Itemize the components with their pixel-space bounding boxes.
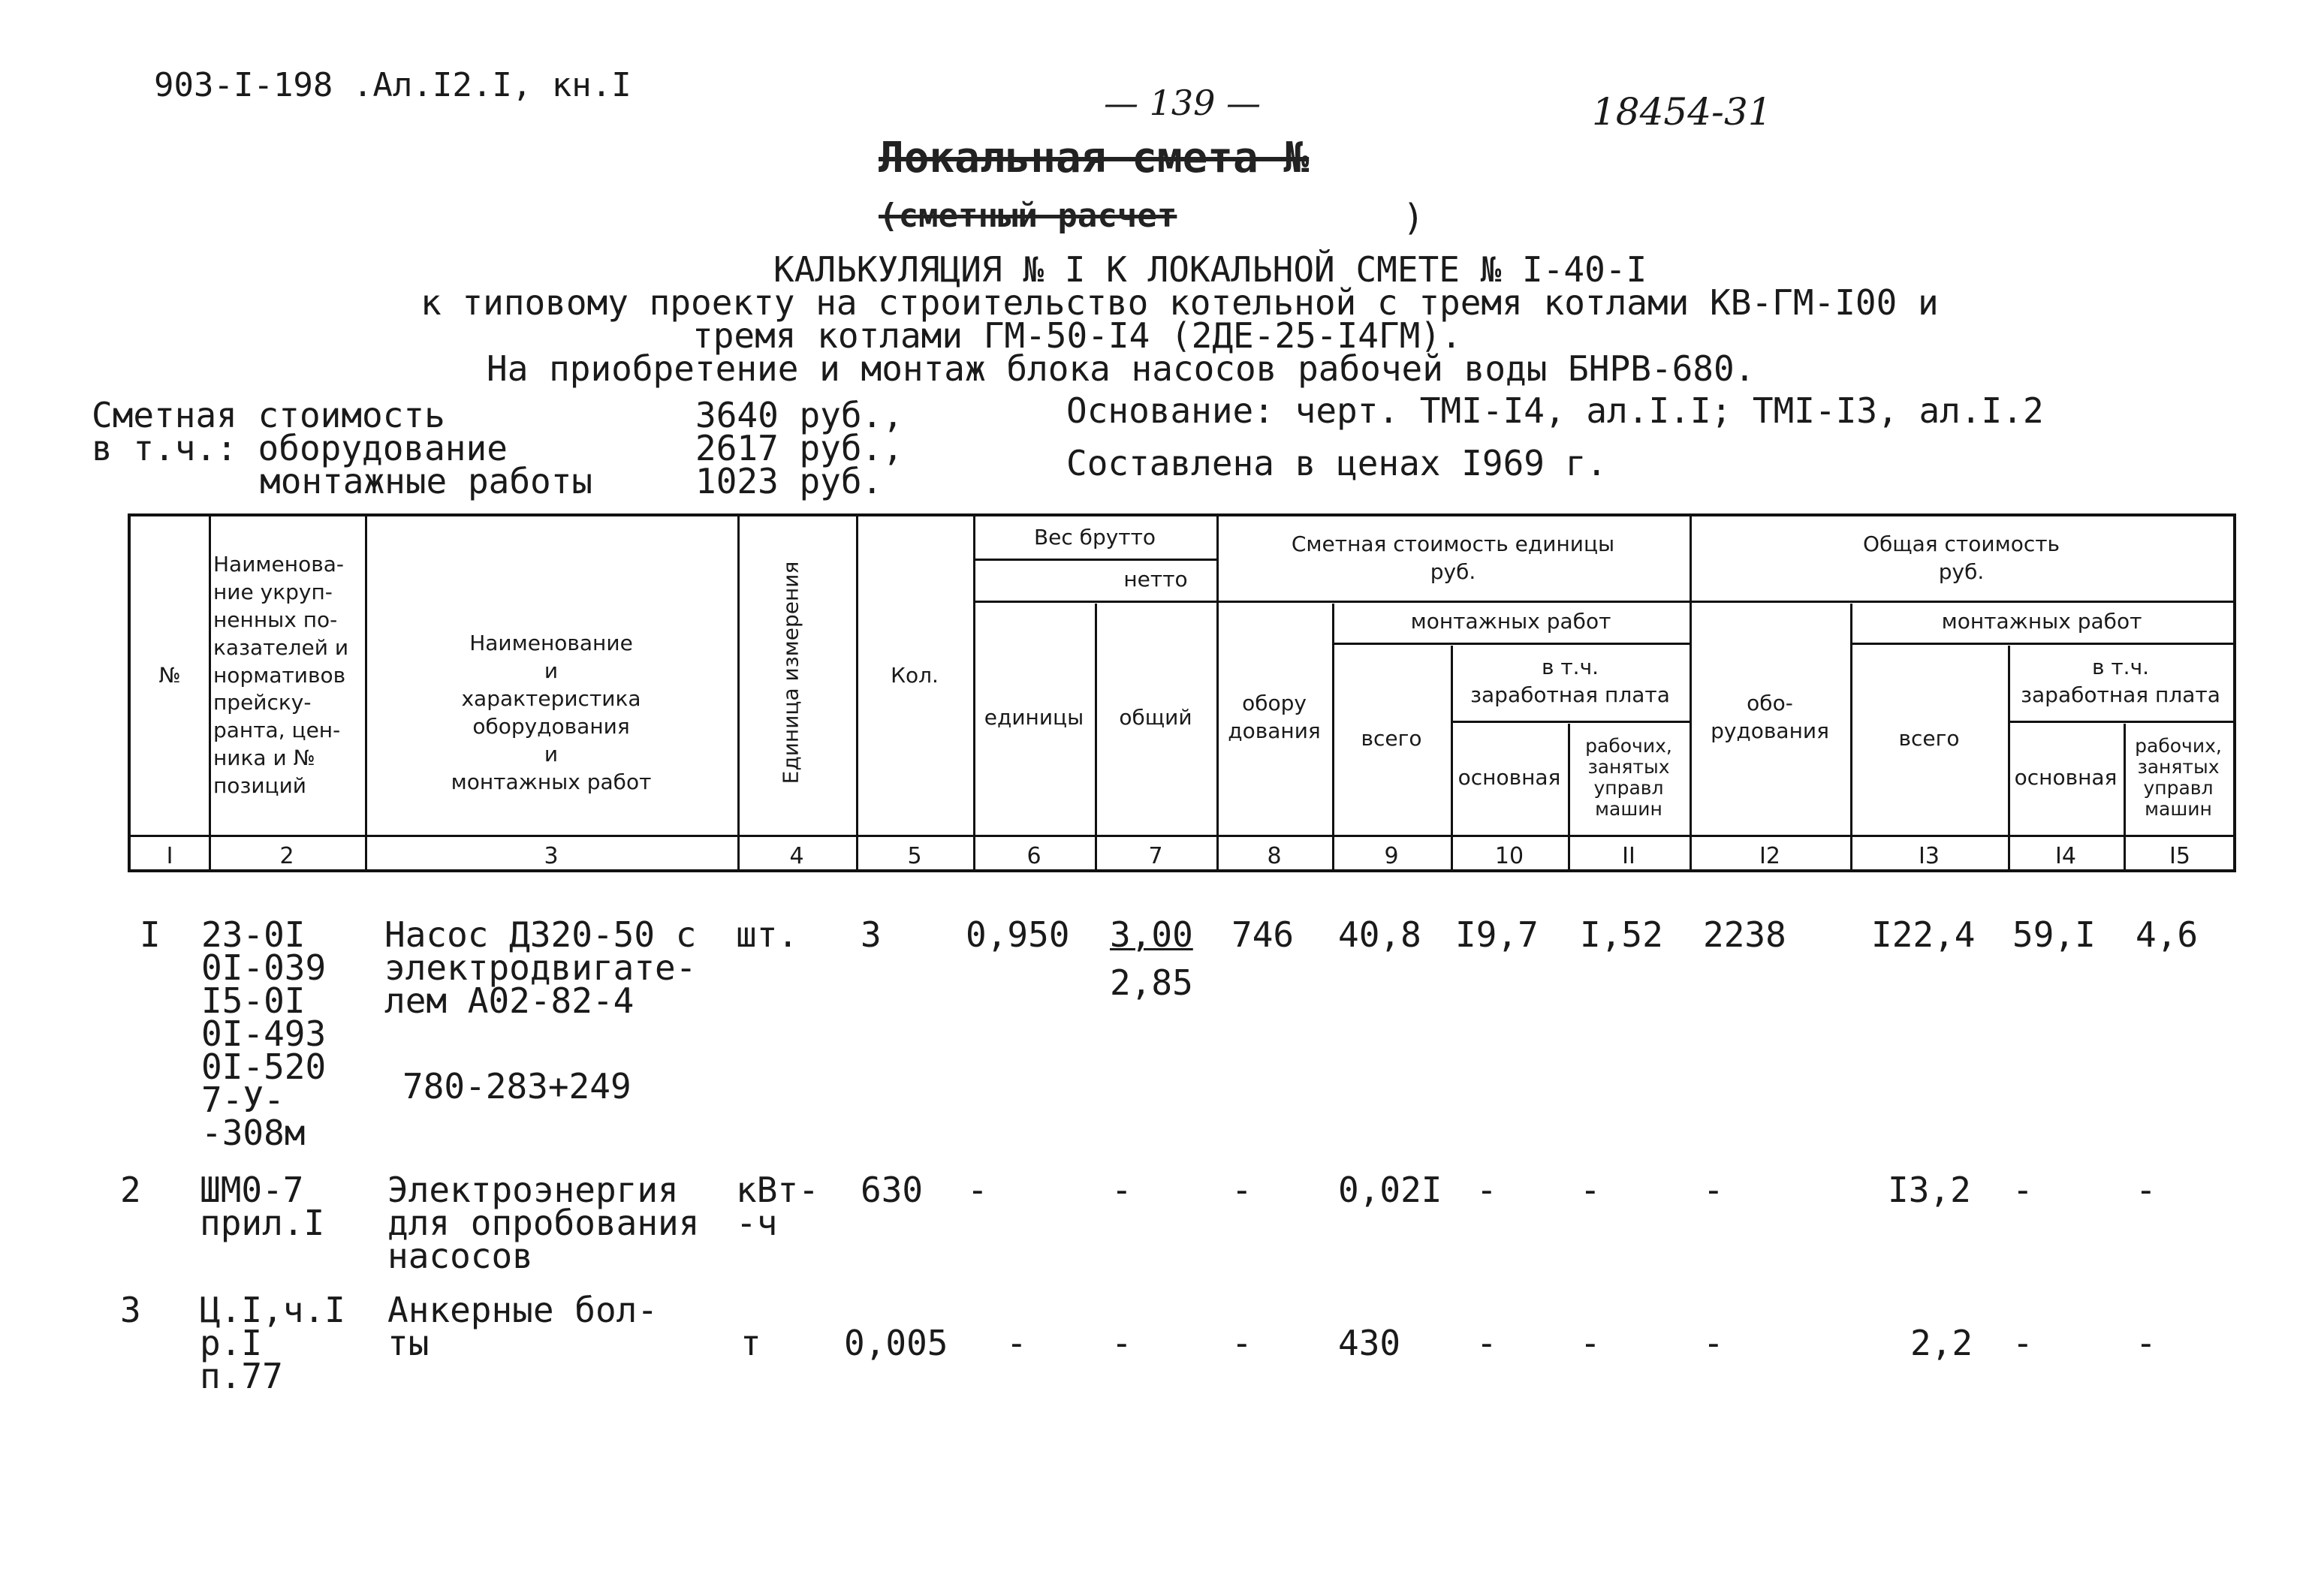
row1-name: лем А02-82-4 (384, 980, 635, 1021)
col-number: I4 (2055, 842, 2076, 869)
row3-weight-unit: - (1006, 1323, 1027, 1363)
header-unit-basic: основная (1457, 764, 1561, 790)
header-unit-install-total: всего (1361, 725, 1422, 751)
header-total-install-total: всего (1898, 725, 1960, 751)
row1-weight-total: 3,00 (1110, 914, 1193, 955)
col-number: II (1622, 842, 1635, 869)
header-weight-net: нетто (1123, 566, 1188, 592)
col-number: 4 (789, 842, 804, 869)
cost-label-installation: монтажные работы (260, 461, 593, 501)
row3-cost-equipment: - (1231, 1323, 1252, 1363)
row3-qty: 0,005 (844, 1323, 948, 1363)
row1-weight-net: 2,85 (1110, 962, 1193, 1003)
row3-weight-total: - (1111, 1323, 1132, 1363)
col-number: I3 (1919, 842, 1940, 869)
row1-no: I (140, 914, 161, 955)
row2-total-install: I3,2 (1888, 1170, 1971, 1210)
document-number: 903-I-198 .Ал.I2.I, кн.I (154, 66, 632, 104)
header-total-equipment: обо- рудования (1711, 691, 1829, 743)
col-number: 5 (907, 842, 922, 869)
corner-number: 18454-31 (1592, 90, 1772, 134)
header-total-wage: в т.ч. заработная плата (2021, 655, 2220, 707)
header-unit-equipment: обору дования (1228, 691, 1321, 743)
row2-cost-install: 0,02I (1338, 1170, 1442, 1210)
row1-name: электродвигате- (384, 947, 697, 988)
header-qty: Кол. (891, 662, 939, 688)
col-number: 3 (544, 842, 559, 869)
row3-code: р.I (200, 1323, 263, 1363)
header-unit-install: монтажных работ (1410, 608, 1611, 634)
struck-subtitle: (сметный расчет (879, 197, 1177, 235)
header-unit-machine: рабочих, занятых управл машин (1585, 735, 1672, 820)
row1-weight-unit: 0,950 (966, 914, 1070, 955)
row1-unit: шт. (736, 914, 799, 955)
row2-unit: -ч (736, 1203, 778, 1243)
header-indicators: Наименова- ние укруп- ненных по- казателей и нормативов прейску- ранта, цен- ника и № позиций (213, 551, 349, 799)
col-number: 8 (1267, 842, 1282, 869)
row3-total-equipment: - (1703, 1323, 1724, 1363)
price-base-line: Составлена в ценах I969 г. (1066, 443, 1608, 483)
row3-code: п.77 (200, 1356, 283, 1396)
header-unit-wage: в т.ч. заработная плата (1470, 655, 1670, 707)
row1-code: I5-0I (201, 980, 306, 1021)
row3-name: ты (387, 1323, 430, 1363)
row3-total-basic: - (2012, 1323, 2033, 1363)
row1-code: 0I-520 (201, 1046, 327, 1087)
row3-no: 3 (120, 1290, 141, 1330)
header-total-install: монтажных работ (1941, 608, 2142, 634)
header-unit-cost: Сметная стоимость единицы руб. (1291, 531, 1615, 584)
row2-name: Электроэнергия (387, 1170, 679, 1210)
col-number: 10 (1494, 842, 1524, 869)
row1-total-basic: 59,I (2012, 914, 2096, 955)
row3-cost-machine: - (1580, 1323, 1601, 1363)
header-no: № (158, 662, 181, 688)
row2-no: 2 (120, 1170, 141, 1210)
page-number: — 139 — (1104, 83, 1262, 123)
row1-code: -308м (201, 1113, 306, 1153)
row1-formula: 780-283+249 (402, 1066, 632, 1107)
row2-total-equipment: - (1703, 1170, 1724, 1210)
col-number: 2 (279, 842, 294, 869)
col-number: I5 (2169, 842, 2190, 869)
calculation-title: КАЛЬКУЛЯЦИЯ № I К ЛОКАЛЬНОЙ СМЕТЕ № I-40-I (773, 249, 1647, 290)
row2-total-machine: - (2136, 1170, 2157, 1210)
row1-name: Насос Д320-50 с (384, 914, 697, 955)
cost-label-equipment: в т.ч.: оборудование (92, 428, 508, 468)
row1-total-install: I22,4 (1871, 914, 1976, 955)
basis-line: Основание: черт. ТМI-I4, ал.I.I; ТМI-I3, ал.I.2 (1066, 390, 2044, 431)
row1-cost-machine: I,52 (1580, 914, 1663, 955)
row1-cost-equipment: 746 (1231, 914, 1295, 955)
row2-total-basic: - (2012, 1170, 2033, 1210)
header-total-basic: основная (2014, 764, 2118, 790)
row1-code: 23-0I (201, 914, 306, 955)
cost-label-total: Сметная стоимость (92, 395, 445, 435)
row3-name: Анкерные бол- (387, 1290, 659, 1330)
header-unit-vertical: Единица измерения (778, 561, 803, 784)
header-total-cost: Общая стоимость руб. (1862, 531, 2060, 584)
row2-cost-basic: - (1476, 1170, 1497, 1210)
row2-qty: 630 (861, 1170, 924, 1210)
row1-code: 7-У- (201, 1080, 285, 1120)
row3-total-install: 2,2 (1910, 1323, 1973, 1363)
col-number: 6 (1026, 842, 1041, 869)
row2-name: насосов (387, 1236, 533, 1276)
row2-code: ШМ0-7 (200, 1170, 304, 1210)
subtitle-line-1: к типовому проекту на строительство котельной с тремя котлами КВ-ГМ-I00 и (421, 282, 1939, 323)
row2-code: прил.I (200, 1203, 325, 1243)
row1-code: 0I-039 (201, 947, 327, 988)
estimate-table-header (128, 513, 2236, 872)
col-number: I (166, 842, 173, 869)
cost-installation-value: 1023 руб. (695, 461, 883, 501)
subtitle-line-2: тремя котлами ГМ-50-I4 (2ДЕ-25-I4ГМ). (692, 315, 1462, 356)
cost-total-value: 3640 руб., (695, 395, 903, 435)
header-total-machine: рабочих, занятых управл машин (2135, 735, 2222, 820)
row2-weight-unit: - (967, 1170, 988, 1210)
struck-title: Локальная смета № (879, 134, 1310, 182)
col-number: 9 (1384, 842, 1399, 869)
header-weight-gross: Вес брутто (1033, 524, 1156, 550)
row3-total-machine: - (2136, 1323, 2157, 1363)
row2-cost-machine: - (1580, 1170, 1601, 1210)
row3-cost-install: 430 (1338, 1323, 1401, 1363)
row1-total-machine: 4,6 (2136, 914, 2199, 955)
row2-weight-total: - (1111, 1170, 1132, 1210)
row1-code: 0I-493 (201, 1013, 327, 1054)
close-paren: ) (1403, 197, 1424, 239)
subtitle-line-3: На приобретение и монтаж блока насосов рабочей воды БНРВ-680. (487, 348, 1756, 389)
row2-cost-equipment: - (1231, 1170, 1252, 1210)
header-weight-total: общий (1119, 704, 1192, 730)
row2-unit: кВт- (736, 1170, 819, 1210)
col-number: I2 (1759, 842, 1780, 869)
row1-cost-install: 40,8 (1338, 914, 1421, 955)
row3-unit: т (740, 1323, 761, 1363)
row2-name: для опробования (387, 1203, 700, 1243)
col-number: 7 (1148, 842, 1163, 869)
header-weight-unit: единицы (984, 704, 1084, 730)
row3-code: Ц.I,ч.I (200, 1290, 345, 1330)
header-name: Наименование и характеристика оборудования и монтажных работ (451, 631, 652, 794)
row1-total-equipment: 2238 (1703, 914, 1786, 955)
cost-equipment-value: 2617 руб., (695, 428, 903, 468)
row3-cost-basic: - (1476, 1323, 1497, 1363)
row1-cost-basic: I9,7 (1455, 914, 1539, 955)
row1-qty: 3 (861, 914, 882, 955)
